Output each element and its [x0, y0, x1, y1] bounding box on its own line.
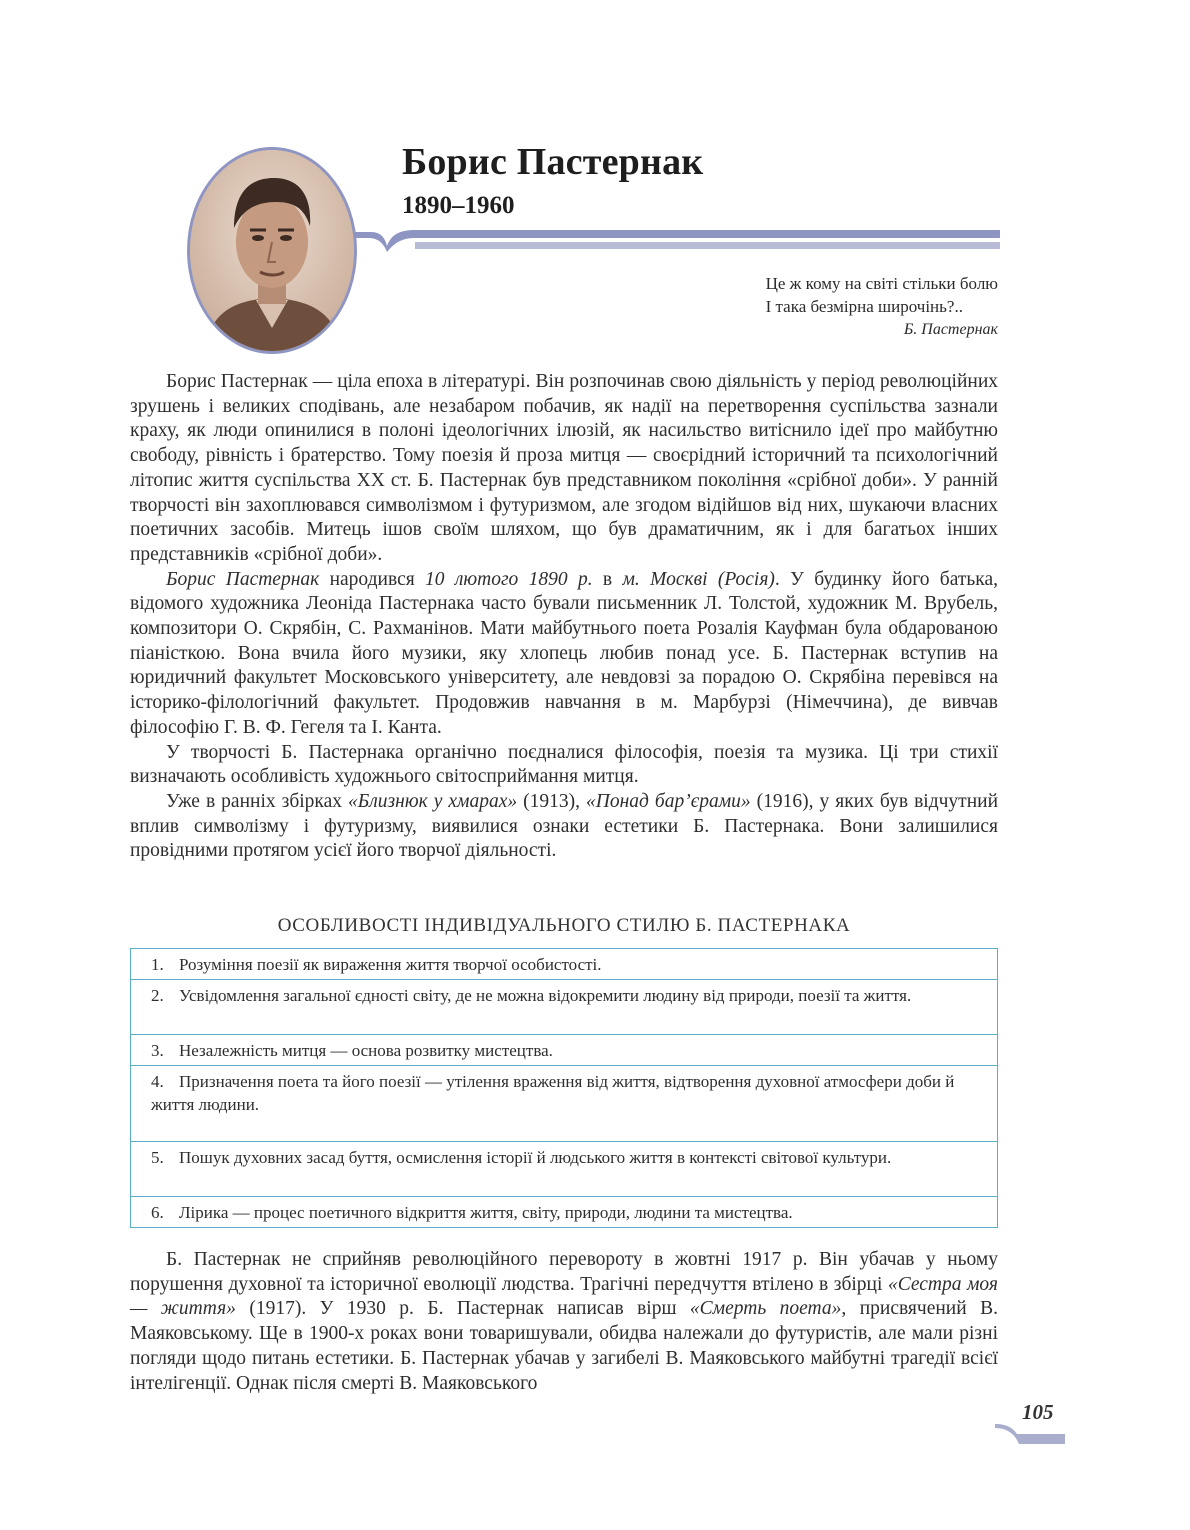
text-segment: (1913), [517, 790, 587, 812]
row-text: Розуміння поезії як вираження життя творчої особистості. [179, 955, 602, 974]
italic-segment: «Сестра моя — життя» [130, 1273, 998, 1320]
author-portrait [187, 147, 357, 354]
table-row [131, 1142, 998, 1197]
closing-text [130, 1248, 998, 1396]
row-number: 6. [151, 1203, 164, 1222]
text-segment: народився [319, 568, 426, 590]
text-segment: У творчості Б. Пастернака органічно поєдналися філософія, поезія та музика. Ці три стихії визначають особливість художнього світосприймання митця. [130, 741, 998, 788]
header-decorative-band [355, 226, 1000, 256]
row-text: Незалежність митця — основа розвитку мистецтва. [179, 1041, 553, 1060]
row-text: Пошук духовних засад буття, осмислення історії й людського життя в контексті світової культури. [179, 1148, 892, 1167]
paragraph [130, 790, 998, 864]
paragraph [130, 741, 998, 790]
row-text: Лірика — процес поетичного відкриття життя, світу, природи, людини та мистецтва. [179, 1203, 793, 1222]
intro-text [130, 370, 998, 864]
paragraph [130, 1248, 998, 1396]
page-number: 105 [1022, 1400, 1054, 1424]
text-segment: . У будинку його батька, відомого художника Леоніда Пастернака часто бували письменник Л. Толстой, художник М. Врубель, композитори О. Скрябін, С. Рахманінов. Мати майбутнього поета Розалія Кауфман була обдарованою піаністкою. Вона вчила його музики, яку хлопець любив понад усе. Б. Пастернак вступив на юридичний факультет Московського університету, але невдовзі за порадою О. Скрябіна перевівся на історико-філологічний факультет. Продовжив навчання в м. Марбурзі (Німеччина), де вивчав філософію Г. В. Ф. Гегеля та І. Канта. [130, 568, 998, 738]
text-segment: Уже в ранніх збірках [166, 790, 349, 812]
row-number: 2. [151, 986, 164, 1005]
life-years: 1890–1960 [402, 192, 515, 219]
text-segment: Б. Пастернак не сприйняв революційного перевороту в жовтні 1917 р. Він убачав у ньому порушення духовної та історичної еволюції людства. Трагічні передчуття втілено в збірці [130, 1249, 998, 1295]
row-number: 5. [151, 1148, 164, 1167]
text-segment: Борис Пастернак — ціла епоха в літературі. Він розпочинав свою діяльність у період революційних зрушень і великих сподівань, але незабаром побачив, як надії на перетворення суспільства зазнали краху, як люди опинилися в полоні ідеологічних ілюзій, як насильство витіснило ідеї про майбутню свободу, рівність і братерство. Тому поезія й проза митця — своєрідний історичний та психологічний літопис життя суспільства XX ст. Б. Пастернак був представником покоління «срібної доби». У ранній творчості він захоплювався символізмом і футуризмом, але згодом відійшов від них, шукаючи власних поетичних засобів. Митець ішов своїм шляхом, що був драматичним, як і для багатьох інших представників «срібної доби». [130, 371, 998, 565]
italic-segment: «Смерть поета» [689, 1298, 842, 1320]
text-segment: (1917). У 1930 р. Б. Пастернак написав вірш [235, 1298, 690, 1320]
page-number-decorative-band [995, 1422, 1065, 1446]
table-title: ОСОБЛИВОСТІ ІНДИВІДУАЛЬНОГО СТИЛЮ Б. ПАСТЕРНАКА [277, 915, 851, 936]
text-segment: , присвячений В. Маяковському. Ще в 1900-х роках вони товаришували, обидва належали до футуристів, але мали різні погляди щодо питань естетики. Б. Пастернак убачав у загибелі В. Маяковського майбутні трагедії всієї інтелігенції. Однак після смерті В. Маяковського [130, 1298, 998, 1394]
table-row [131, 980, 998, 1035]
epigraph-line: І така безмірна широчінь?.. [765, 297, 963, 316]
row-number: 1. [151, 955, 164, 974]
italic-segment: м. Москві (Росія) [622, 568, 775, 590]
row-number: 3. [151, 1041, 164, 1060]
epigraph-author: Б. Пастернак [903, 321, 998, 338]
epigraph [766, 272, 998, 341]
row-text: Призначення поета та його поезії — утілення враження від життя, відтворення духовної атмосфери доби й життя людини. [151, 1072, 955, 1114]
page-title: Борис Пастернак [402, 141, 704, 183]
paragraph [130, 370, 998, 568]
row-text: Усвідомлення загальної єдності світу, де не можна відокремити людину від природи, поезії та життя. [179, 986, 912, 1005]
italic-segment: «Понад бар’єрами» [586, 790, 751, 812]
italic-segment: Борис Пастернак [166, 568, 320, 590]
table-row [131, 949, 998, 980]
text-segment: (1916), у яких був відчутний вплив символізму і футуризму, виявилися ознаки естетики Б. Пастернака. Вони залишилися провідними протягом усієї його творчої діяльності. [130, 790, 999, 862]
table-row [131, 1197, 998, 1228]
row-number: 4. [151, 1072, 164, 1091]
italic-segment: «Близнюк у хмарах» [348, 790, 518, 812]
italic-segment: 10 лютого 1890 р. [425, 568, 593, 590]
epigraph-line: Це ж кому на світі стільки болю [765, 274, 998, 293]
table-row [131, 1035, 998, 1066]
style-features-table [130, 948, 998, 1228]
text-segment: в [592, 568, 623, 590]
table-row [131, 1066, 998, 1142]
portrait-photo [190, 150, 354, 351]
paragraph [130, 568, 998, 741]
